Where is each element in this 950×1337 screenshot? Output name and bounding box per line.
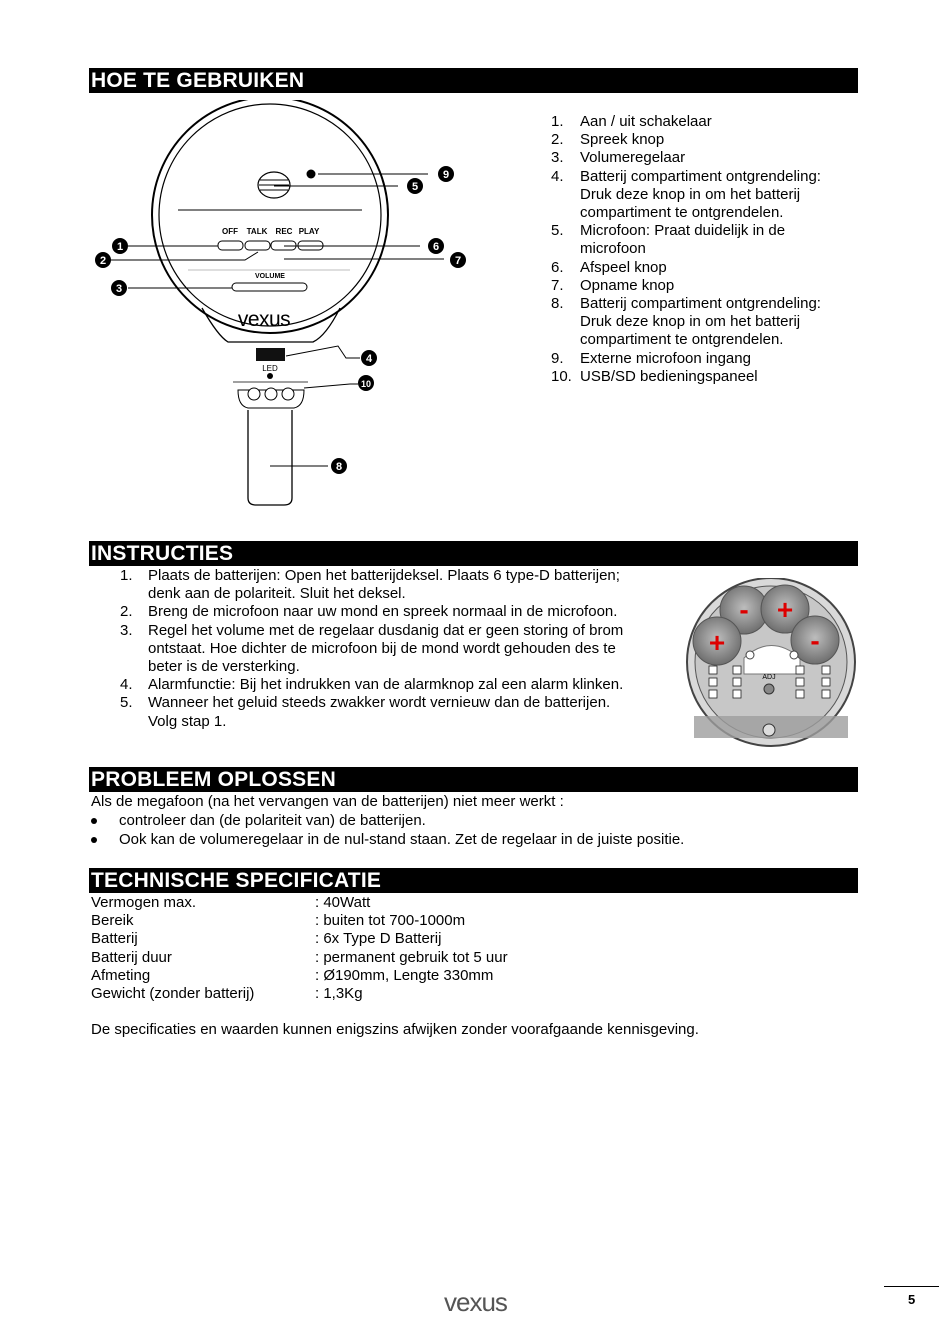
label-talk: TALK: [246, 227, 268, 236]
troubleshooting-intro: Als de megafoon (na het vervangen van de batterijen) niet meer werkt :: [91, 793, 564, 810]
battery-cell: [693, 617, 741, 665]
battery-latch-4: [256, 348, 285, 361]
parts-list-item: [551, 168, 851, 223]
parts-list: [551, 113, 851, 386]
svg-text:+: +: [776, 594, 794, 625]
play-pause-button: [265, 388, 277, 400]
svg-text:3: 3: [115, 283, 123, 295]
svg-text:4: 4: [365, 353, 373, 365]
list-line: Afspeel knop: [580, 258, 667, 276]
svg-text:+: +: [708, 627, 726, 658]
svg-text:-: -: [810, 625, 820, 656]
label-volume: VOLUME: [255, 273, 285, 280]
list-line: Druk deze knop in om het batterij: [580, 313, 801, 331]
list-line: Volumeregelaar: [580, 149, 686, 167]
spec-row: [91, 894, 591, 912]
list-number: 1.: [551, 113, 564, 130]
section-heading-troubleshooting: PROBLEEM OPLOSSEN: [89, 767, 858, 792]
megaphone-inner-ring: [159, 104, 381, 326]
section-heading-specs: TECHNISCHE SPECIFICATIE: [89, 868, 858, 893]
list-line: microfoon: [580, 240, 646, 258]
list-line: denk aan de polariteit. Sluit het deksel.: [148, 585, 406, 603]
list-line: compartiment te ontgrendelen.: [580, 331, 784, 349]
callout-7: [450, 252, 466, 268]
list-line: USB/SD bedieningspaneel: [580, 367, 758, 385]
list-number: 7.: [551, 276, 564, 294]
handle: [248, 410, 292, 505]
volume-slider: [232, 283, 307, 291]
parts-list-item: [551, 368, 851, 386]
footer-rule: [884, 1286, 939, 1287]
list-number: 3.: [551, 149, 564, 167]
parts-list-item: [551, 350, 851, 368]
label-off: OFF: [222, 227, 238, 236]
page-number: 5: [908, 1292, 916, 1307]
parts-list-item: [551, 113, 851, 131]
label-adj: ADJ: [762, 674, 776, 681]
callout-1: [112, 238, 128, 254]
troubleshooting-bullet: controleer dan (de polariteit van) de batterijen.: [119, 812, 426, 829]
spec-row: [91, 949, 591, 967]
battery-compartment-diagram: [684, 578, 858, 748]
list-number: 2.: [120, 603, 133, 621]
svg-text:8: 8: [335, 461, 343, 473]
svg-text:2: 2: [99, 255, 107, 267]
svg-text:7: 7: [454, 255, 462, 267]
list-line: Spreek knop: [580, 131, 665, 149]
label-led: LED: [262, 364, 278, 373]
spec-value: : 6x Type D Batterij: [315, 930, 442, 948]
list-line: Microfoon: Praat duidelijk in de: [580, 222, 786, 240]
list-number: 6.: [551, 258, 564, 276]
spec-value: : Ø190mm, Lengte 330mm: [315, 966, 494, 984]
list-line: Regel het volume met de regelaar dusdanig dat er geen storing of brom: [148, 621, 624, 639]
list-line: Opname knop: [580, 276, 675, 294]
parts-list-item: [551, 295, 851, 350]
list-number: 2.: [551, 131, 564, 149]
section-heading-usage: HOE TE GEBRUIKEN: [89, 68, 858, 93]
parts-list-item: [551, 149, 851, 167]
list-number: 10.: [551, 367, 572, 385]
spec-row: [91, 912, 591, 930]
megaphone-outer-ring: [152, 100, 388, 333]
list-line: Druk deze knop in om het batterij: [580, 185, 801, 203]
callout-2: [95, 252, 111, 268]
list-line: compartiment te ontgrendelen.: [580, 204, 784, 222]
spec-key: Afmeting: [91, 966, 151, 984]
bullet-icon: [91, 818, 97, 824]
svg-text:9: 9: [442, 169, 450, 181]
section-heading-instructions: INSTRUCTIES: [89, 541, 858, 566]
button-talk: [245, 241, 270, 250]
external-mic-jack: [307, 170, 316, 179]
instruction-item: [120, 676, 680, 694]
spec-row: [91, 967, 591, 985]
list-line: Breng de microfoon naar uw mond en spreek normaal in de microfoon.: [148, 603, 618, 621]
svg-text:5: 5: [411, 181, 419, 193]
spec-value: : 40Watt: [315, 894, 371, 911]
list-line: Batterij compartiment ontgrendeling:: [580, 295, 821, 313]
spec-value: : permanent gebruik tot 5 uur: [315, 948, 508, 966]
instruction-item: [120, 567, 680, 603]
spec-key: Vermogen max.: [91, 894, 197, 911]
spec-row: [91, 985, 591, 1003]
list-line: Plaats de batterijen: Open het batterijdeksel. Plaats 6 type-D batterijen;: [148, 567, 620, 584]
spec-value: : 1,3Kg: [315, 985, 363, 1002]
list-number: 5.: [551, 222, 564, 240]
instruction-item: [120, 694, 680, 730]
list-number: 8.: [551, 295, 564, 313]
callout-6: [428, 238, 444, 254]
microphone-grille: [258, 172, 290, 198]
spec-row: [91, 930, 591, 948]
callout-3: [111, 280, 127, 296]
callout-4: [361, 350, 377, 366]
list-number: 3.: [120, 621, 133, 639]
next-button: [282, 388, 294, 400]
list-number: 1.: [120, 567, 133, 584]
spec-key: Gewicht (zonder batterij): [91, 985, 255, 1002]
list-line: Alarmfunctie: Bij het indrukken van de alarmknop zal een alarm klinken.: [148, 676, 624, 694]
list-line: Wanneer het geluid steeds zwakker wordt vernieuw dan de batterijen.: [148, 694, 611, 712]
bullet-icon: [91, 837, 97, 843]
callout-10: [358, 375, 374, 391]
spec-key: Batterij: [91, 930, 138, 948]
list-number: 4.: [120, 676, 133, 694]
troubleshooting-bullet: Ook kan de volumeregelaar in de nul-stand staan. Zet de regelaar in de juiste positie.: [119, 831, 685, 848]
svg-text:6: 6: [432, 241, 440, 253]
list-line: beter is de versterking.: [148, 658, 300, 676]
label-rec: REC: [275, 227, 293, 236]
callout-5: [407, 178, 423, 194]
disclaimer: De specificaties en waarden kunnen enigszins afwijken zonder voorafgaande kennisgeving.: [91, 1021, 699, 1038]
label-play: PLAY: [298, 227, 320, 236]
prev-button: [248, 388, 260, 400]
list-number: 5.: [120, 694, 133, 712]
instruction-item: [120, 603, 680, 621]
callout-8: [331, 458, 347, 474]
svg-text:-: -: [739, 594, 749, 625]
list-line: ontstaat. Hoe dichter de microfoon bij de mond wordt gehouden des te: [148, 639, 616, 657]
spec-value: : buiten tot 700-1000m: [315, 912, 466, 930]
list-number: 4.: [551, 167, 564, 185]
list-line: Volg stap 1.: [148, 712, 227, 730]
svg-text:10: 10: [360, 379, 372, 389]
parts-list-item: [551, 222, 851, 258]
spec-key: Bereik: [91, 912, 134, 930]
spec-key: Batterij duur: [91, 948, 172, 966]
list-line: Batterij compartiment ontgrendeling:: [580, 167, 821, 185]
device-brand: vexus: [237, 308, 291, 331]
svg-text:1: 1: [116, 241, 124, 253]
megaphone-diagram: [88, 100, 488, 520]
list-number: 9.: [551, 349, 564, 367]
callout-9: [438, 166, 454, 182]
footer-logo: vexus: [444, 1287, 507, 1317]
list-line: Externe microfoon ingang: [580, 349, 751, 367]
parts-list-item: [551, 277, 851, 295]
button-off: [218, 241, 243, 250]
list-line: Aan / uit schakelaar: [580, 113, 712, 130]
parts-list-item: [551, 259, 851, 277]
instruction-item: [120, 622, 680, 677]
parts-list-item: [551, 131, 851, 149]
battery-cell: [791, 616, 839, 664]
instructions-list: [120, 567, 680, 731]
